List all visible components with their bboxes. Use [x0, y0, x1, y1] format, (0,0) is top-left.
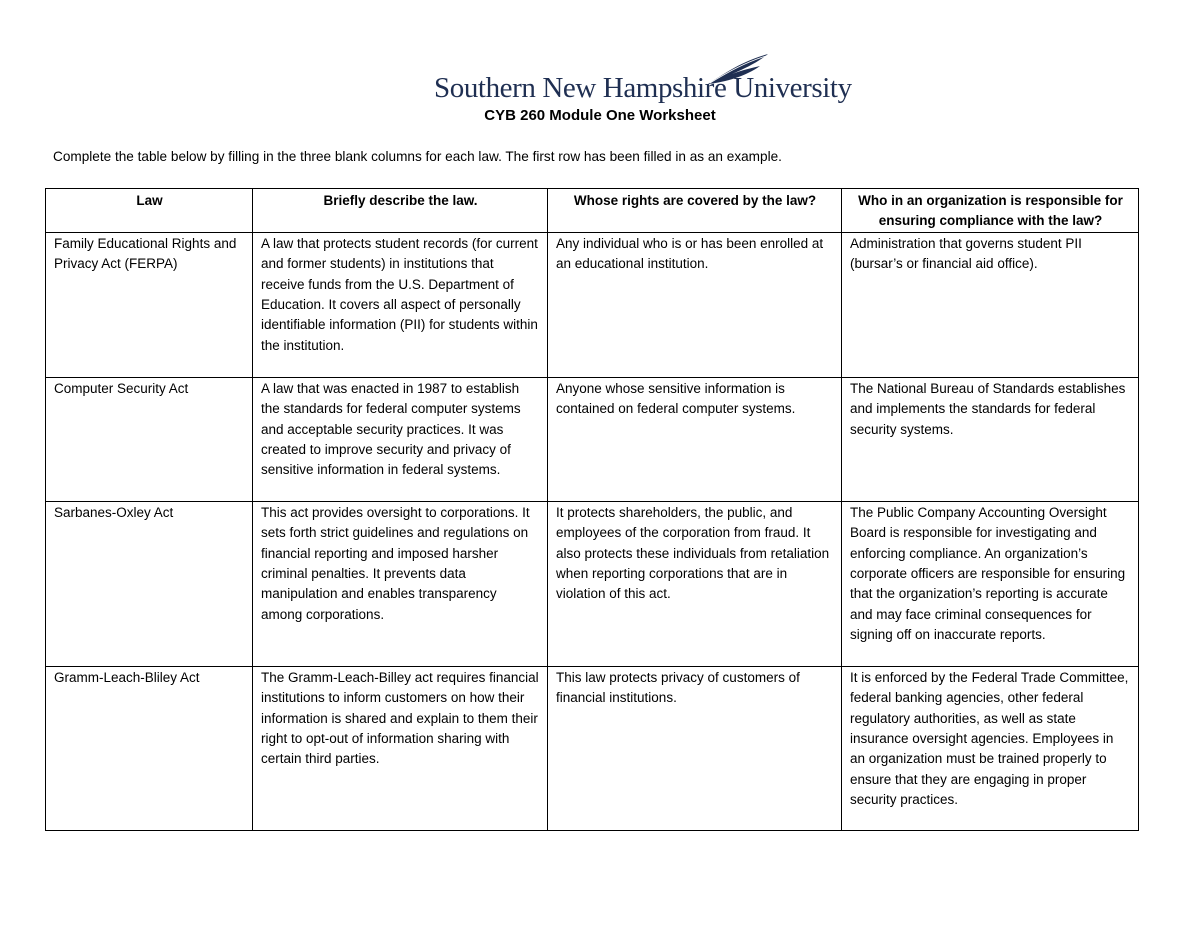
table-row — [46, 232, 1139, 377]
responsible-cell: The National Bureau of Standards establishes and implements the standards for federal security systems. — [842, 377, 1139, 501]
header-rights: Whose rights are covered by the law? — [548, 189, 842, 233]
law-cell: Computer Security Act — [46, 377, 253, 501]
header-responsible: Who in an organization is responsible for ensuring compliance with the law? — [842, 189, 1139, 233]
table-row — [46, 501, 1139, 666]
instructions-text: Complete the table below by filling in the three blank columns for each law. The first row has been filled in as an example. — [53, 149, 782, 164]
header-law: Law — [46, 189, 253, 233]
table-header-row — [46, 189, 1139, 233]
law-cell: Gramm-Leach-Bliley Act — [46, 666, 253, 830]
description-cell: This act provides oversight to corporations. It sets forth strict guidelines and regulations on financial reporting and imposed harsher criminal penalties. It prevents data manipulation and enables transparency among corporations. — [253, 501, 548, 666]
header-description: Briefly describe the law. — [253, 189, 548, 233]
law-cell: Family Educational Rights and Privacy Act (FERPA) — [46, 232, 253, 377]
law-cell: Sarbanes-Oxley Act — [46, 501, 253, 666]
table-row — [46, 666, 1139, 830]
description-cell: A law that was enacted in 1987 to establish the standards for federal computer systems and acceptable security practices. It was created to improve security and privacy of sensitive information in federal systems. — [253, 377, 548, 501]
rights-cell: Anyone whose sensitive information is contained on federal computer systems. — [548, 377, 842, 501]
laws-table — [45, 188, 1139, 831]
page-title: CYB 260 Module One Worksheet — [484, 107, 716, 124]
responsible-cell: Administration that governs student PII (bursar’s or financial aid office). — [842, 232, 1139, 377]
responsible-cell: It is enforced by the Federal Trade Committee, federal banking agencies, other federal regulatory authorities, as well as state insurance oversight agencies. Employees in an organization must be trained properly to ensure that they are engaging in proper security practices. — [842, 666, 1139, 830]
description-cell: The Gramm-Leach-Billey act requires financial institutions to inform customers on how their information is shared and explain to them their right to opt-out of information sharing with certain third parties. — [253, 666, 548, 830]
table-row — [46, 377, 1139, 501]
university-logo — [434, 52, 852, 108]
responsible-cell: The Public Company Accounting Oversight Board is responsible for investigating and enforcing compliance. An organization’s corporate officers are responsible for ensuring that the organization’s reporting is accurate and may face criminal consequences for signing off on inaccurate reports. — [842, 501, 1139, 666]
logo-wordmark: Southern New Hampshire University — [434, 72, 852, 104]
description-cell: A law that protects student records (for current and former students) in institutions that receive funds from the U.S. Department of Education. It covers all aspect of personally identifiable information (PII) for students within the institution. — [253, 232, 548, 377]
rights-cell: Any individual who is or has been enrolled at an educational institution. — [548, 232, 842, 377]
rights-cell: It protects shareholders, the public, and employees of the corporation from fraud. It also protects these individuals from retaliation when reporting corporations that are in violation of this act. — [548, 501, 842, 666]
rights-cell: This law protects privacy of customers of financial institutions. — [548, 666, 842, 830]
